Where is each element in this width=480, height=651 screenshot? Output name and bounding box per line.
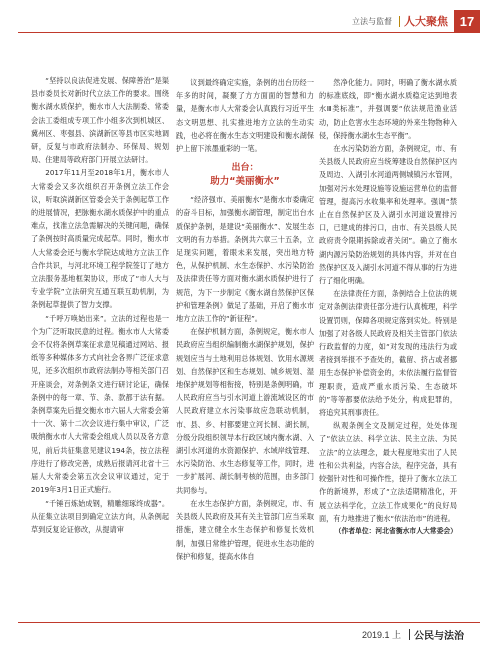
column-2 (176, 76, 314, 563)
magazine-title: 公民与法治 (414, 630, 464, 642)
page-header (352, 10, 480, 32)
column-1 (31, 74, 169, 536)
paragraph: “千呼万唤始出来”。立法的过程也是一个为广泛听取民意的过程。衡水市人大常委会不仅将条例草案征求意见稿通过网站、报纸等多种媒体多方式向社会各界广泛征求意见，还多次组织市政府法制办等相关部门召开座谈会，对条例条文进行研讨论证，确保条例中的每一章、节、条、款都于法有据。条例草案先后提交衡水市六届人大常委会第十一次、第十二次会议进行集中审议，广泛吸纳衡水市人大常委会组成人员以及各方意见，前后共征集意见建议194条，按立法程序进行了修改完善，成熟后报请河北省十三届人大常委会第五次会议审议通过，定于2019年3月1日正式施行。 (31, 313, 169, 495)
footer-rule (18, 622, 480, 623)
paragraph: “坚持以良法促进发展、保障善治”是渠县市委员长对新时代立法工作的要求。围绕衡水湖水质保护，衡水市人大法制委、常委会法工委组成专项工作小组多次到机城区、冀州区、枣强县、滨湖新区等县市区实地调研，反复与市政府法制办、环保局、规划局、住建局等政府部门开展立法研讨。 (31, 76, 169, 165)
paragraph: 议到最终确定实施，条例的出台历经一年多的时间，凝聚了方方面面的智慧和力量，是衡水市人大常委会认真践行习近平生态文明思想、扎实推进地方立法的生动实践，也必将在衡水生态文明建设和衡水湖保护上留下浓墨重彩的一笔。 (176, 78, 314, 154)
paragraph: 在水生态保护方面，条例规定，市、有关县级人民政府及其有关主管部门应当采取措施，建立健全水生态保护和修复长效机制，加强日常维护管理，促进水生态功能的保护和修复，提高水体自 (176, 498, 314, 561)
footer-divider (409, 629, 410, 640)
header-divider (399, 16, 400, 27)
page-number: 17 (454, 10, 480, 32)
paragraph: 在保护机制方面，条例规定，衡水市人民政府应当组织编制衡水湖保护规划，保护规划应当与土地利用总体规划、饮用水源规划、自然保护区和生态规划、城乡规划、湿地保护规划等相衔接，特别是条例明确，市人民政府应当与引水河道上游流域设区的市人民政府建立水污染事故应急联动机制，市、县、乡、村都要建立河长制、湖长制，分级分段组织领导本行政区域内衡水湖、入湖引水河道的水资源保护、水域岸线管理、水污染防治、水生态修复等工作，同时，进一步扩展河、湖长制考核的范围，由多部门共同参与。 (176, 327, 314, 495)
column-3 (319, 76, 457, 538)
header-rule (18, 32, 480, 33)
section-main-label: 人大聚焦 (404, 15, 448, 28)
paragraph: “千锤百炼始成钢，精雕细琢终成器”。从征集立法项目到确定立法方向，从条例起草到反复论证修改，从提请审 (31, 498, 169, 534)
paragraph: 在水污染防治方面，条例规定，市、有关县级人民政府应当统筹建设自然保护区内及周边、入湖引水河道两侧城镇污水管网，加强对污水处理设施等设施运营单位的监督管理，提高污水收集率和处理率。强调“禁止在自然保护区及入湖引水河道设置排污口，已建成的排污口，由市、有关县级人民政府责令限期拆除或者关闭”。确立了衡水湖内源污染防治规划的具体内容，并对在自然保护区及入湖引水河道不得从事的行为进行了细化明确。 (319, 144, 457, 286)
paragraph: 在法律责任方面，条例结合上位法的规定对条例法律责任部分进行认真梳理，科学设置罚则，保障各项规定落到实处。特别是加强了对各级人民政府及相关主管部门依法行政监督的力度，如“对发现的违法行为或者接到举报不予查处的，截留、挤占或者挪用生态保护补偿资金的，未依法履行监督管理职责，造成严重水质污染、生态破坏的”等等都要依法给予处分，构成犯罪的，将追究其刑事责任。 (319, 289, 457, 418)
section-sub-label: 立法与监督 (352, 16, 392, 26)
author-affiliation: （作者单位：河北省衡水市人大常委会） (334, 526, 457, 535)
paragraph: “经济强市、美丽衡水”是衡水市委确定的奋斗目标，加强衡水湖管理，制定出台水质保护条例，是建设“美丽衡水”、发展生态文明的有力举措。条例共六章三十五条，立足现实问题，着眼未来发展，突出地方特色，从保护机制、水生态保护、水污染防治及法律责任等方面对衡水湖水质保护进行了规范，为下一步制定《衡水湖自然保护区保护和管理条例》做足了基础，开启了衡水市地方立法工作的“新征程”。 (176, 195, 314, 324)
paragraph: 2017年11月至2018年1月，衡水市人大常委会又多次组织召开条例立法工作会议，听取滨湖新区管委会关于条例起草工作的进展情况，把脉衡水湖水质保护中的重点难点，找准立法急需解决的关键问题，确保了条例按时高质量完成起草。同时，衡水市人大常委会还与衡水学院达成地方立法工作合作共识，与河北环境工程学院签订了地方立法服务基地框架协议，形成了“市人大与专业学院”立法研究互通互联互助机制，为条例起草提供了智力支撑。 (31, 168, 169, 310)
issue-label: 2019.1 上 (361, 629, 401, 640)
page-footer (362, 624, 480, 644)
section-subtitle (176, 161, 314, 189)
paragraph: 然净化能力。同时，明确了衡水湖水质的标准底线，即“衡水湖水质稳定达到地表水Ⅲ类标准”，并强调要“依法规范渔业活动，防止危害水生态环境的外来生物物种入侵，保持衡水湖水生态平衡”。 (319, 78, 457, 140)
subtitle-line-2: 助力“美丽衡水” (210, 176, 280, 188)
paragraph: 纵观条例全文及制定过程，处处体现了“依法立法、科学立法、民主立法、为民立法”的立法理念，最大程度地实出了人民性和公共利益，内容合法，程序完备，具有较强针对性和可操作性，提升了衡水立法工作的新境界，形成了“立法适期精准化，开展立法科学化，立法工作成果化”的良好局面，有力地推进了衡水“依法治市”的进程。 (319, 421, 457, 523)
subtitle-line-1: 出台： (231, 163, 259, 174)
